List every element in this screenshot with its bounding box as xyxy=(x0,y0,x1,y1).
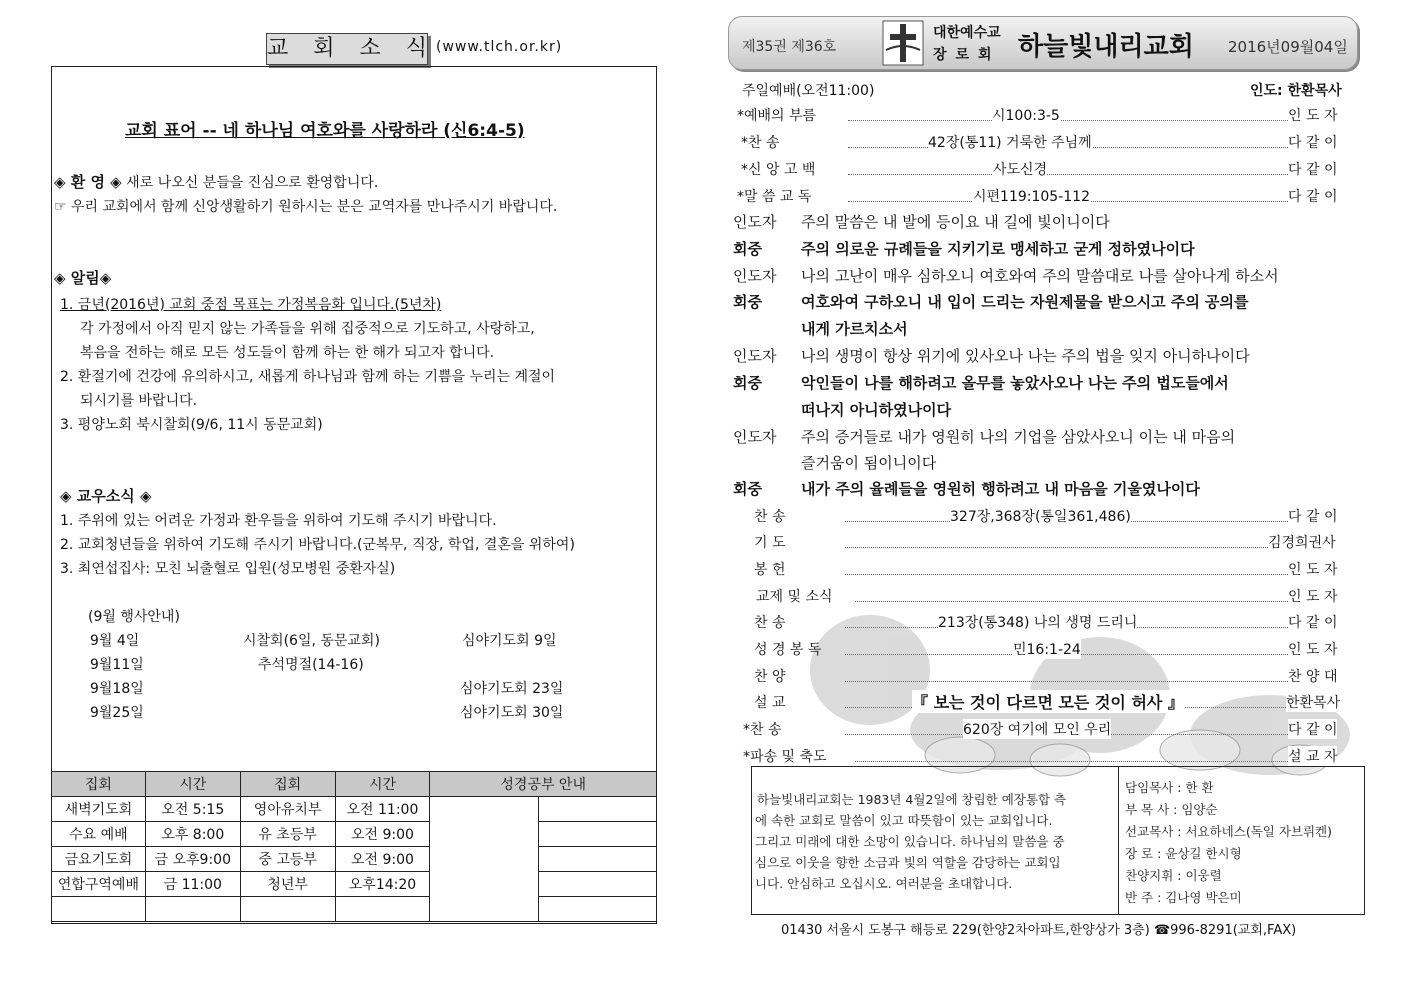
order-name: 봉 헌 xyxy=(754,562,786,578)
col-header-meeting: 집회 xyxy=(52,772,146,797)
col-header-time: 시간 xyxy=(145,772,240,797)
table-cell: 유 초등부 xyxy=(240,822,335,847)
reading-text: 주의 증거들로 내가 영원히 나의 기업을 삼았사오니 이는 내 마음의 xyxy=(801,428,1236,446)
reading-text-cont: 떠나지 아니하였나이다 xyxy=(801,401,952,419)
table-cell: 금 오후9:00 xyxy=(145,847,240,872)
reading-text: 내가 주의 율례들을 영원히 행하려고 내 마음을 기울였나이다 xyxy=(801,480,1200,498)
order-name: 찬 송 xyxy=(754,509,786,525)
table-cell: 중 고등부 xyxy=(240,847,335,872)
table-cell xyxy=(240,897,335,922)
church-motto: 교회 표어 -- 네 하나님 여호와를 사랑하라 (신6:4-5) xyxy=(125,121,525,141)
table-cell: 금요기도회 xyxy=(52,847,146,872)
staff-line: 부 목 사 : 임양순 xyxy=(1125,802,1218,817)
order-name: *찬 송 xyxy=(743,722,782,738)
reading-text: 악인들이 나를 해하려고 올무를 놓았사오나 나는 주의 법도들에서 xyxy=(801,374,1229,392)
bible-study-cell xyxy=(430,797,539,922)
table-cell: 오후14:20 xyxy=(335,872,430,897)
reading-role: 인도자 xyxy=(733,347,777,365)
welcome-section xyxy=(54,171,378,192)
notice-item-1: 1. 금년(2016년) 교회 중점 목표는 가정복음화 입니다.(5년차) xyxy=(60,297,442,313)
order-name: 교제 및 소식 xyxy=(756,589,833,605)
reading-text: 주의 말씀은 내 발에 등이요 내 길에 빛이니이다 xyxy=(801,213,1110,231)
notice-item-3: 3. 평양노회 북시찰회(9/6, 11시 동문교회) xyxy=(60,417,323,433)
order-name: *예배의 부름 xyxy=(737,108,817,124)
news-item-3: 3. 최연섭집사: 모친 뇌출혈로 입원(성모병원 중환자실) xyxy=(60,561,396,577)
event-extra: 심야기도회 30일 xyxy=(460,705,564,721)
order-content: 213장(통348) 나의 생명 드리니 xyxy=(938,612,1137,632)
table-cell xyxy=(539,897,657,922)
order-who: 다 같 이 xyxy=(1288,159,1337,179)
table-cell: 오전 5:15 xyxy=(145,797,240,822)
order-content: 시100:3-5 xyxy=(992,105,1060,125)
news-item-1: 1. 주위에 있는 어려운 가정과 환우들을 위하여 기도해 주시기 바랍니다. xyxy=(60,513,497,529)
church-name: 하늘빛내리교회 xyxy=(1018,32,1194,62)
order-who: 김경희권사 xyxy=(1268,532,1336,552)
table-cell xyxy=(335,897,430,922)
event-extra: 심야기도회 9일 xyxy=(462,633,557,649)
order-content: 사도신경 xyxy=(993,159,1047,179)
order-name: 찬 양 xyxy=(754,669,786,685)
order-who: 다 같 이 xyxy=(1288,132,1337,152)
denomination-line2: 장로회 xyxy=(933,47,1001,63)
order-who: 설 교 자 xyxy=(1288,746,1337,766)
event-name: 추석명절(14-16) xyxy=(258,657,364,673)
event-date: 9월11일 xyxy=(90,657,144,673)
table-cell xyxy=(52,897,146,922)
notice-item-2: 2. 환절기에 건강에 유의하시고, 새롭게 하나님과 함께 하는 기쁨을 누리는 계절이 xyxy=(60,369,556,385)
sermon-title: 『 보는 것이 다르면 모든 것이 허사 』 xyxy=(912,690,1184,713)
info-divider xyxy=(1118,766,1119,915)
intro-line: 하늘빛내리교회는 1983년 4월2일에 창립한 예장통합 측 xyxy=(757,792,1067,807)
order-content: 327장,368장(통일361,486) xyxy=(950,506,1131,526)
reading-role: 회중 xyxy=(733,240,762,258)
intro-line: 그리고 미래에 대한 소망이 있습니다. 하나님의 말씀을 중 xyxy=(755,834,1065,849)
notice-heading: ◈ 알림◈ xyxy=(54,269,112,287)
table-cell: 오전 9:00 xyxy=(335,822,430,847)
table-cell xyxy=(539,797,657,822)
notice-item-2-line2: 되시기를 바랍니다. xyxy=(80,393,198,409)
col-header-time: 시간 xyxy=(335,772,430,797)
order-name: 찬 송 xyxy=(754,615,786,631)
reading-role: 인도자 xyxy=(733,213,777,231)
order-who: 찬 양 대 xyxy=(1288,666,1337,686)
news-heading: ◈ 교우소식 ◈ xyxy=(60,487,152,505)
order-who: 한환목사 xyxy=(1286,692,1340,712)
table-cell: 오전 9:00 xyxy=(335,847,430,872)
table-cell xyxy=(145,897,240,922)
table-cell: 금 11:00 xyxy=(145,872,240,897)
website-url[interactable]: (www.tlch.or.kr) xyxy=(436,39,563,55)
intro-line: 에 속한 교회로 말씀이 있고 따뜻함이 있는 교회입니다. xyxy=(755,813,1053,828)
table-row xyxy=(52,797,657,822)
table-cell: 오후 8:00 xyxy=(145,822,240,847)
order-who: 다 같 이 xyxy=(1288,506,1337,526)
table-row xyxy=(52,847,657,872)
order-who: 인 도 자 xyxy=(1288,639,1337,659)
order-name: *신 앙 고 백 xyxy=(741,162,816,178)
order-who: 다 같 이 xyxy=(1288,719,1337,739)
staff-line: 선교목사 : 서요하네스(독일 자브뤼켄) xyxy=(1125,824,1333,839)
reading-text: 여호와여 구하오니 내 입이 드리는 자원제물을 받으시고 주의 공의를 xyxy=(801,293,1249,311)
intro-line: 심으로 이웃을 향한 소금과 빛의 역할을 감당하는 교회입 xyxy=(755,855,1061,870)
notice-item-1-line3: 복음을 전하는 해로 모든 성도들이 함께 하는 한 해가 되고자 합니다. xyxy=(80,345,495,361)
event-name: 시찰회(6일, 동문교회) xyxy=(243,633,380,649)
reading-role: 회중 xyxy=(733,374,762,392)
order-name: *파송 및 축도 xyxy=(743,749,827,765)
cross-logo-icon xyxy=(882,20,924,66)
reading-role: 회중 xyxy=(733,480,762,498)
reading-role: 회중 xyxy=(733,293,762,311)
order-who: 인 도 자 xyxy=(1288,586,1337,606)
reading-role: 인도자 xyxy=(733,267,777,285)
order-who: 다 같 이 xyxy=(1288,612,1337,632)
welcome-note: ☞ 우리 교회에서 함께 신앙생활하기 원하시는 분은 교역자를 만나주시기 바랍니다. xyxy=(54,199,558,215)
reading-text-cont: 즐거움이 됨이니이다 xyxy=(801,454,937,472)
order-content: 시편119:105-112 xyxy=(973,186,1090,206)
staff-line: 담임목사 : 한 환 xyxy=(1125,780,1214,795)
table-row xyxy=(52,822,657,847)
order-name: 설 교 xyxy=(754,695,786,711)
bulletin-date: 2016년09월04일 xyxy=(1228,38,1348,56)
order-content: 620장 여기에 모인 우리 xyxy=(963,719,1111,739)
events-heading: (9월 행사안내) xyxy=(88,609,180,625)
event-date: 9월 4일 xyxy=(90,633,140,649)
order-name: *말 씀 교 독 xyxy=(737,189,812,205)
table-cell: 새벽기도회 xyxy=(52,797,146,822)
order-content: 42장(통11) 거룩한 주님께 xyxy=(928,132,1092,152)
order-who: 인 도 자 xyxy=(1288,105,1337,125)
order-name: *찬 송 xyxy=(741,135,780,151)
table-cell xyxy=(539,822,657,847)
table-cell xyxy=(539,847,657,872)
presider: 인도: 한환목사 xyxy=(1250,83,1342,99)
denomination-line1: 대한예수교 xyxy=(933,25,1001,41)
table-cell: 오전 11:00 xyxy=(335,797,430,822)
event-extra: 심야기도회 23일 xyxy=(460,681,564,697)
table-cell xyxy=(539,872,657,897)
table-header-row xyxy=(52,772,657,797)
event-date: 9월25일 xyxy=(90,705,144,721)
staff-line: 찬양지휘 : 이웅렬 xyxy=(1125,868,1222,883)
welcome-heading: ◈ 환 영 ◈ xyxy=(54,173,122,191)
table-cell: 청년부 xyxy=(240,872,335,897)
reading-text: 나의 생명이 항상 위기에 있사오나 나는 주의 법을 잊지 아니하나이다 xyxy=(801,347,1250,365)
table-row xyxy=(52,872,657,897)
intro-line: 니다. 안심하고 오십시오. 여러분을 초대합니다. xyxy=(755,876,1013,891)
notice-item-1-line2: 각 가정에서 아직 믿지 않는 가족들을 위해 집중적으로 기도하고, 사랑하고, xyxy=(80,321,535,337)
table-row xyxy=(52,897,657,922)
order-content: 민16:1-24 xyxy=(1013,639,1081,659)
order-name: 기 도 xyxy=(754,535,786,551)
service-title: 주일예배(오전11:00) xyxy=(742,83,875,99)
meeting-schedule-table xyxy=(51,771,657,922)
event-date: 9월18일 xyxy=(90,681,144,697)
col-header-bible-study: 성경공부 안내 xyxy=(430,772,657,797)
order-who: 인 도 자 xyxy=(1288,559,1337,579)
welcome-text: 새로 나오신 분들을 진심으로 환영합니다. xyxy=(126,175,379,191)
table-cell: 연합구역예배 xyxy=(52,872,146,897)
reading-text: 나의 고난이 매우 심하오니 여호와여 주의 말씀대로 나를 살아나게 하소서 xyxy=(801,267,1279,285)
table-cell: 영아유치부 xyxy=(240,797,335,822)
staff-line: 장 로 : 윤상길 한시형 xyxy=(1125,846,1242,861)
left-page-title: 교 회 소 식 xyxy=(266,33,428,65)
reading-text-cont: 내게 가르치소서 xyxy=(801,320,908,338)
staff-line: 반 주 : 김나영 박은미 xyxy=(1125,890,1242,905)
col-header-meeting: 집회 xyxy=(240,772,335,797)
reading-role: 인도자 xyxy=(733,428,777,446)
order-who: 다 같 이 xyxy=(1288,186,1337,206)
table-cell: 수요 예배 xyxy=(52,822,146,847)
reading-text: 주의 의로운 규례들을 지키기로 맹세하고 굳게 정하였나이다 xyxy=(801,240,1195,258)
volume-number: 제35권 제36호 xyxy=(742,39,837,55)
order-name: 성 경 봉 독 xyxy=(754,642,822,658)
news-item-2: 2. 교회청년들을 위하여 기도해 주시기 바랍니다.(군복무, 직장, 학업, 결혼을 위하여) xyxy=(60,537,575,553)
church-address: 01430 서울시 도봉구 해등로 229(한양2차아파트,한양상가 3층) ☎996-8291(교회,FAX) xyxy=(781,923,1297,938)
